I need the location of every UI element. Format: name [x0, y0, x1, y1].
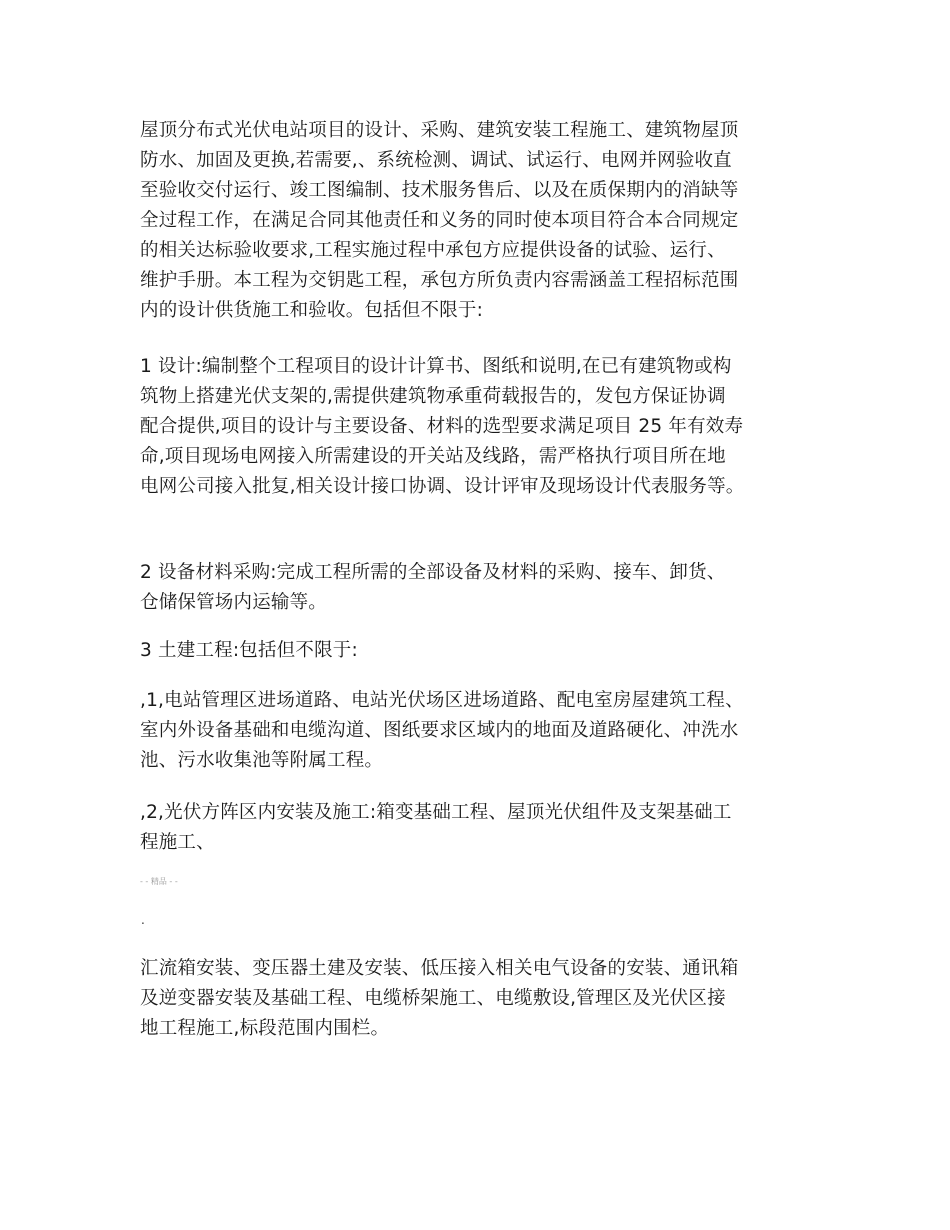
paragraph-procurement	[140, 558, 820, 618]
text-line: 维护手册。本工程为交钥匙工程，承包方所负责内容需涵盖工程招标范围	[140, 270, 739, 291]
text-line: 内的设计供货施工和验收。包括但不限于:	[140, 300, 484, 321]
text-line: 池、污水收集池等附属工程。	[140, 750, 384, 771]
text-line: 屋顶分布式光伏电站项目的设计、采购、建筑安装工程施工、建筑物屋顶	[140, 120, 739, 141]
paragraph-civil-works	[140, 636, 820, 666]
text-line: 筑物上搭建光伏支架的,需提供建筑物承重荷载报告的，发包方保证协调	[140, 386, 726, 407]
text-line: 配合提供,项目的设计与主要设备、材料的选型要求满足项目 25 年有效寿	[140, 416, 744, 437]
paragraph-electrical-installation	[140, 954, 820, 1044]
separator-dot: .	[141, 913, 145, 927]
text-line: 的相关达标验收要求,工程实施过程中承包方应提供设备的试验、运行、	[140, 240, 726, 261]
text-line: ,1,电站管理区进场道路、电站光伏场区进场道路、配电室房屋建筑工程、	[140, 690, 744, 711]
text-line: 全过程工作，在满足合同其他责任和义务的同时使本项目符合本合同规定	[140, 210, 739, 231]
text-line: 3 土建工程:包括但不限于:	[140, 640, 358, 661]
text-line: 及逆变器安装及基础工程、电缆桥架施工、电缆敷设,管理区及光伏区接	[140, 988, 726, 1009]
text-line: 防水、加固及更换,若需要,、系统检测、调试、试运行、电网并网验收直	[140, 150, 732, 171]
text-line: 室内外设备基础和电缆沟道、图纸要求区域内的地面及道路硬化、冲洗水	[140, 720, 739, 741]
text-line: 2 设备材料采购:完成工程所需的全部设备及材料的采购、接车、卸货、	[140, 562, 726, 583]
text-line: 汇流箱安装、变压器土建及安装、低压接入相关电气设备的安装、通讯箱	[140, 958, 739, 979]
watermark-label: - - 精品 - -	[140, 877, 178, 886]
text-line: 命,项目现场电网接入所需建设的开关站及线路，需严格执行项目所在地	[140, 446, 726, 467]
paragraph-civil-item-1	[140, 686, 820, 776]
paragraph-design	[140, 352, 820, 502]
text-line: 1 设计:编制整个工程项目的设计计算书、图纸和说明,在已有建筑物或构	[140, 356, 732, 377]
text-line: 程施工、	[140, 832, 215, 853]
text-line: 电网公司接入批复,相关设计接口协调、设计评审及现场设计代表服务等。	[140, 476, 745, 497]
text-line: ,2,光伏方阵区内安装及施工:箱变基础工程、屋顶光伏组件及支架基础工	[140, 802, 732, 823]
text-line: 至验收交付运行、竣工图编制、技术服务售后、以及在质保期内的消缺等	[140, 180, 739, 201]
text-line: 仓储保管场内运输等。	[140, 592, 328, 613]
paragraph-scope-overview	[140, 116, 820, 326]
paragraph-civil-item-2	[140, 798, 820, 858]
text-line: 地工程施工,标段范围内围栏。	[140, 1018, 390, 1039]
